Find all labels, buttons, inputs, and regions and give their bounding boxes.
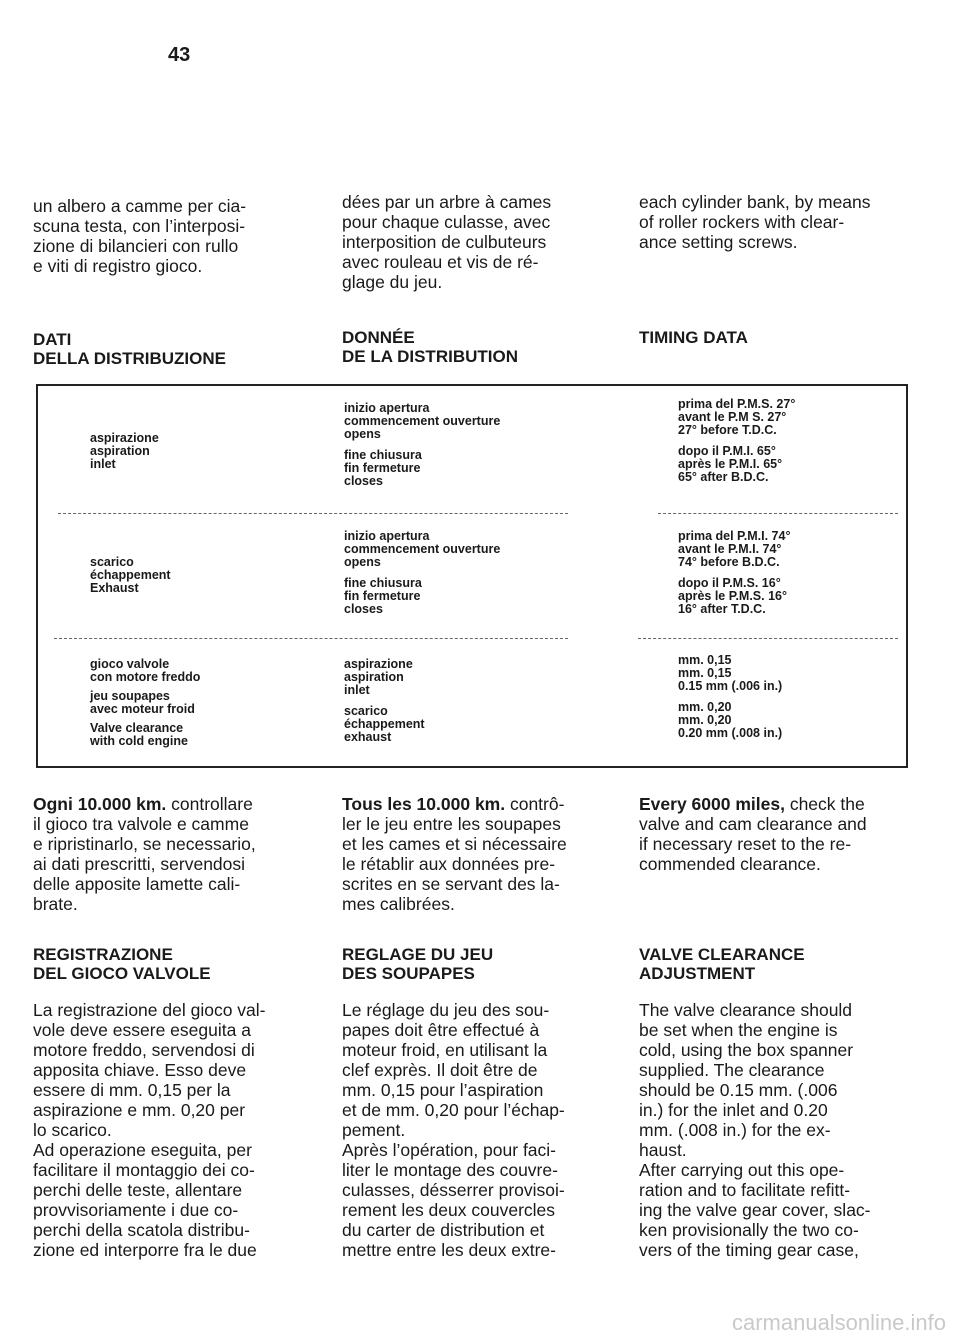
timing-heading-en: TIMING DATA [639,328,748,347]
clearance-values: mm. 0,15 mm. 0,15 0.15 mm (.006 in.) mm. 0,20 mm. 0,20 0.20 mm (.008 in.) [678,653,783,740]
adjust-heading-fr: REGLAGE DU JEU DES SOUPAPES [342,945,494,983]
inlet-phase-labels: inizio apertura commencement ouverture opens fine chiusura fin fermeture closes [344,401,501,488]
adjust-heading-en: VALVE CLEARANCE ADJUSTMENT [639,945,805,983]
clearance-label: gioco valvole con motore freddo jeu soupapes avec moteur froid Valve clearance with cold engine [90,657,201,748]
row-divider [658,513,898,514]
row-divider [54,638,568,639]
inlet-timing-values: prima del P.M.S. 27° avant le P.M S. 27° 27° before T.D.C. dopo il P.M.I. 65° après le P.M.I. 65° 65° after B.D.C. [678,397,796,484]
timing-heading-it: DATI DELLA DISTRIBUZIONE [33,330,226,368]
inlet-label: aspirazione aspiration inlet [90,431,159,471]
check-en: Every 6000 miles, check the valve and cam clearance and if necessary reset to the re- commended clearance. [639,794,867,874]
row-divider [638,638,898,639]
adjust-en: The valve clearance should be set when the engine is cold, using the box spanner supplied. The clearance should be 0.15 mm. (.006 in.) for the inlet and 0.20 mm. (.008 in.) for the ex- haust. After carrying out this ope- ration and to facilitate refitt- ing the valve gear cover, slac- ken provisionally the two co- vers of the timing gear case, [639,1000,871,1260]
timing-heading-fr: DONNÉE DE LA DISTRIBUTION [342,328,518,366]
intro-fr: dées par un arbre à cames pour chaque culasse, avec interposition de culbuteurs avec rouleau et vis de ré- glage du jeu. [342,192,552,292]
adjust-fr: Le réglage du jeu des sou- papes doit être effectué à moteur froid, en utilisant la clef exprès. Il doit être de mm. 0,15 pour l’aspiration et de mm. 0,20 pour l’échap- pement. Après l’opération, pour faci- liter le montage des couvre- culasses, désserrer provisoi- rement les deux couvercles du carter de distribution et mettre entre les deux extre- [342,1000,565,1260]
intro-it: un albero a camme per cia- scuna testa, con l’interposi- zione di bilancieri con rullo e viti di registro gioco. [33,196,247,276]
exhaust-phase-labels: inizio apertura commencement ouverture opens fine chiusura fin fermeture closes [344,529,501,616]
page-number: 43 [168,44,191,66]
check-fr: Tous les 10.000 km. contrô- ler le jeu entre les soupapes et les cames et si nécessaire le rétablir aux données pre- scrites en se servant des la- mes calibrées. [342,794,567,914]
adjust-heading-it: REGISTRAZIONE DEL GIOCO VALVOLE [33,945,211,983]
watermark: carmanualsonline.info [731,1310,946,1335]
clearance-valve-labels: aspirazione aspiration inlet scarico échappement exhaust [344,657,425,744]
adjust-it: La registrazione del gioco val- vole deve essere eseguita a motore freddo, servendosi di apposita chiave. Esso deve essere di mm. 0,15 per la aspirazione e mm. 0,20 per lo scarico. Ad operazione eseguita, per facilitare il montaggio dei co- perchi delle teste, allentare provvisoriamente i due co- perchi della scatola distribu- zione ed interporre fra le due [33,1000,266,1260]
intro-en: each cylinder bank, by means of roller rockers with clear- ance setting screws. [639,192,871,252]
timing-table [36,384,908,768]
exhaust-label: scarico échappement Exhaust [90,555,171,595]
row-divider [58,513,568,514]
check-it: Ogni 10.000 km. controllare il gioco tra valvole e camme e ripristinarlo, se necessario, ai dati prescritti, servendosi delle apposite lamette cali- brate. [33,794,256,914]
exhaust-timing-values: prima del P.M.I. 74° avant le P.M.I. 74° 74° before B.D.C. dopo il P.M.S. 16° après le P.M.S. 16° 16° after T.D.C. [678,529,791,616]
